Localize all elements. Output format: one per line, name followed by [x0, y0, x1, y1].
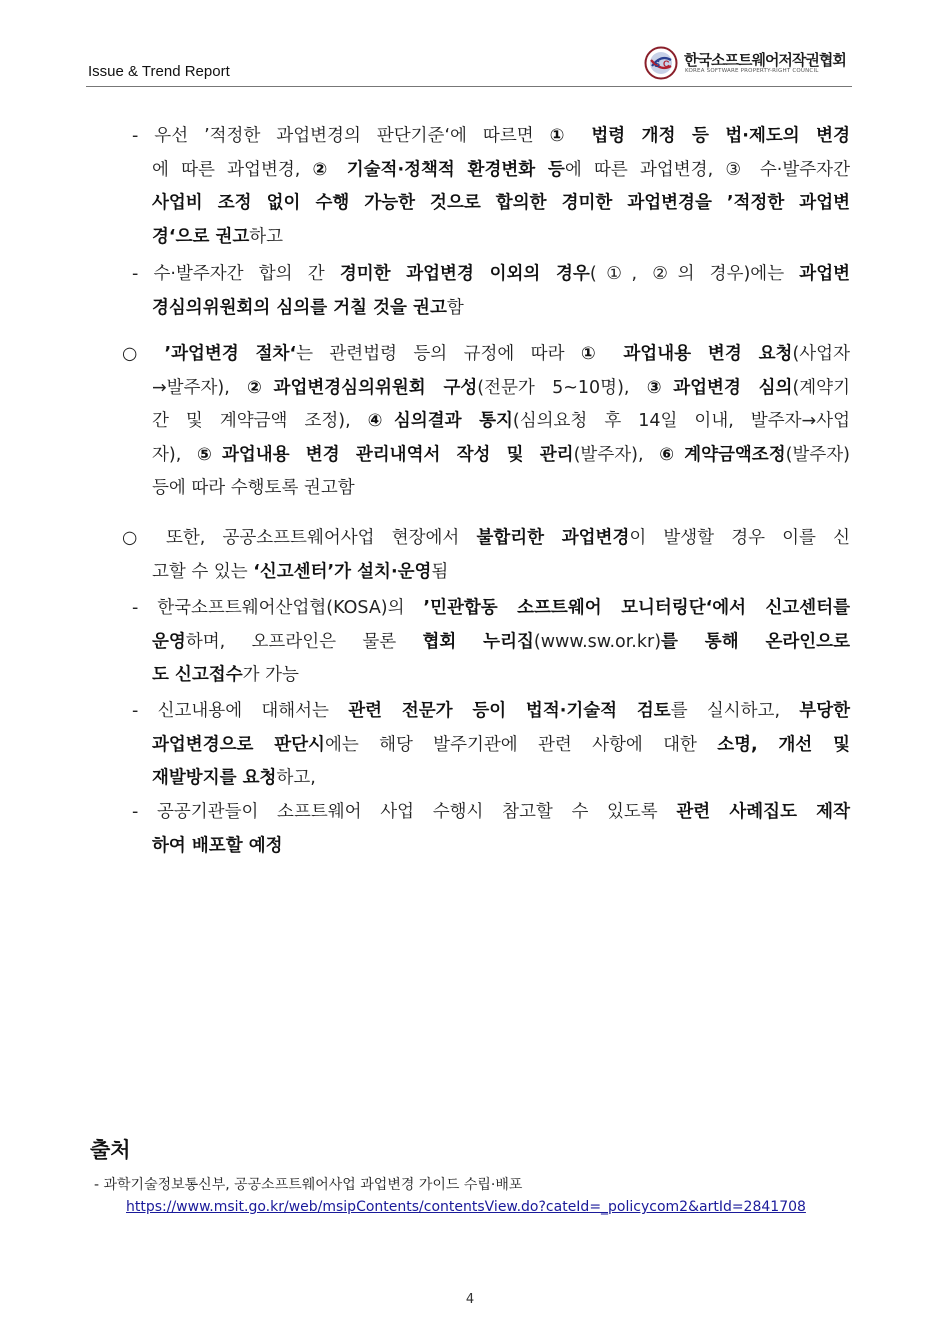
logo-name: 한국소프트웨어저작권협회 — [684, 51, 846, 69]
paragraph-expert-review: - 신고내용에 대해서는 관련 전문가 등이 법적·기술적 검토를 실시하고, 부당한 과업변경으로 판단시에는 해당 발주기관에 관련 사항에 대한 소명, 개선 및 재발방지를 요청하고, — [132, 701, 851, 788]
source-item: - 과학기술정보통신부, 공공소프트웨어사업 과업변경 가이드 수립·배포 — [94, 1177, 523, 1193]
svg-text:S: S — [654, 59, 661, 69]
source-heading: 출처 — [90, 1138, 131, 1162]
paragraph-change-procedure: ○ ’과업변경 절차‘는 관련법령 등의 규정에 따라 ① 과업내용 변경 요청(사업자 →발주자), ②과업변경심의위원회 구성(전문가 5~10명), ③과업변경 심의(계약기 간 및 계약금액 조정), ④심의결과 통지(심의요청 후 14일 이내, 발주자→사업 자), ⑤과업내용 변경 관리내역서 작성 및 관리(발주자), ⑥계약금액조정(발주자) 등에 따라 수행토록 권고함 — [122, 344, 850, 498]
association-logo — [644, 44, 854, 82]
logo-subtitle: KOREA SOFTWARE PROPERTY-RIGHT COUNCIL — [685, 68, 819, 74]
report-title: Issue & Trend Report — [88, 63, 230, 80]
page-number: 4 — [465, 1292, 475, 1307]
spc-globe-logo-icon — [644, 46, 678, 80]
paragraph-kosa-monitoring: - 한국소프트웨어산업협(KOSA)의 ’민관합동 소프트웨어 모니터링단‘에서 신고센터를 운영하며, 오프라인은 물론 협회 누리집(www.sw.or.kr)를 통해 온라인으로 도 신고접수가 가능 — [132, 598, 851, 685]
paragraph-judgment-criteria: - 우선 ’적정한 과업변경의 판단기준‘에 따르면 ① 법령 개정 등 법·제도의 변경 에 따른 과업변경, ② 기술적·정책적 환경변화 등에 따른 과업변경, ③ 수·발주자간 사업비 조정 없이 수행 가능한 것으로 합의한 경미한 과업변경을 ’적정한 과업변 경‘으로 권고하고 — [132, 126, 850, 247]
source-link[interactable]: https://www.msit.go.kr/web/msipContents/contentsView.do?cateId=_policycom2&artId=2841708 — [126, 1199, 806, 1215]
paragraph-report-center: ○ 또한, 공공소프트웨어사업 현장에서 불합리한 과업변경이 발생할 경우 이를 신 고할 수 있는 ‘신고센터’가 설치·운영됨 — [122, 528, 850, 582]
svg-text:C: C — [663, 59, 670, 69]
paragraph-case-book: - 공공기관들이 소프트웨어 사업 수행시 참고할 수 있도록 관련 사례집도 제작 하여 배포할 예정 — [132, 802, 850, 856]
paragraph-minor-change: - 수·발주자간 합의 간 경미한 과업변경 이외의 경우(①, ②의 경우)에는 과업변 경심의위원회의 심의를 거칠 것을 권고함 — [132, 264, 851, 318]
header-divider — [86, 86, 852, 87]
